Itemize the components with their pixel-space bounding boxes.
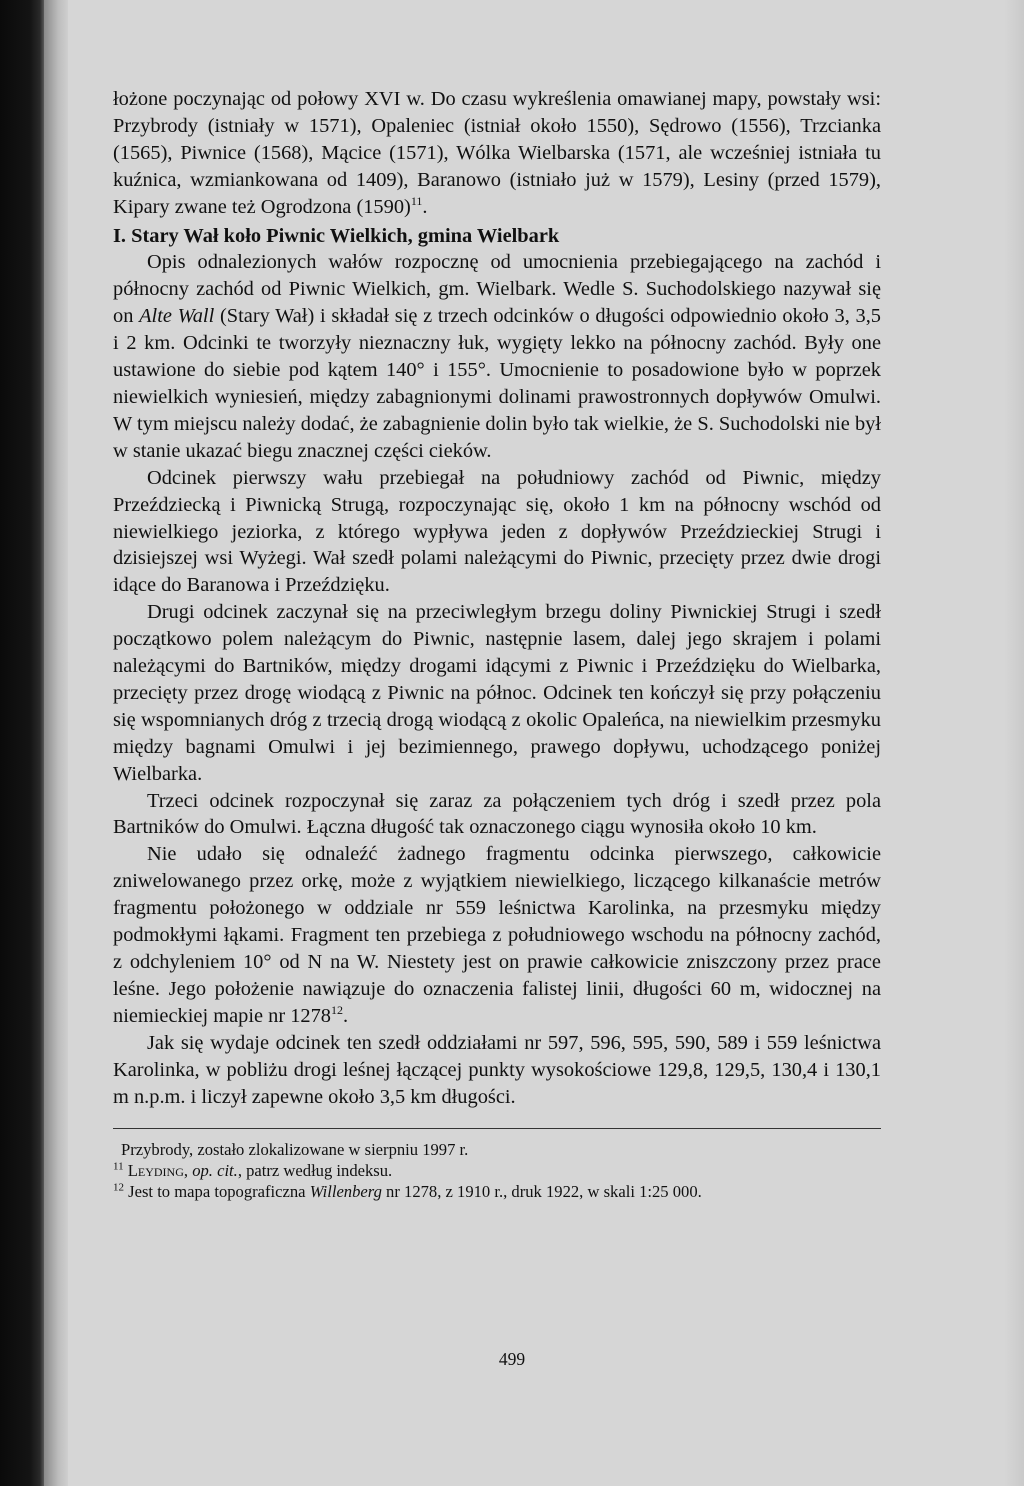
paragraph-1-text: Opis odnalezionych wałów rozpocznę od umocnienia przebiegającego na zachód i północny zachód od Piwnic Wielkich, gm. Wielbark. Wedle S. Suchodolskiego nazywał się on — [113, 251, 881, 328]
footnote-12-italic: Willenberg — [309, 1182, 382, 1202]
paragraph-5-tail: . — [343, 1004, 349, 1027]
footnote-11-text: , patrz według indeksu. — [237, 1161, 393, 1181]
right-edge-shade — [1004, 0, 1024, 1486]
paragraph-intro — [113, 86, 881, 221]
paragraph-5 — [113, 841, 881, 1029]
paragraph-1 — [113, 249, 881, 464]
paragraph-intro-text: łożone poczynając od połowy XVI w. Do czasu wykreślenia omawianej mapy, powstały wsi: Przybrody (istniały w 1571), Opaleniec (istniał około 1550), Sędrowo (1556), Trzcianka (1565), Piwnice (1568), Mącice (1571), Wólka Wielbarska (1571, ale wcześniej istniała tu kuźnica, wzmiankowana od 1409), Baranowo (istniało już w 1579), Lesiny (przed 1579), Kipary zwane też Ogrodzona (1590) — [113, 88, 881, 218]
page-body — [113, 86, 881, 1202]
footnote-11-opcit: op. cit. — [192, 1161, 238, 1181]
paragraph-2: Odcinek pierwszy wału przebiegał na południowy zachód od Piwnic, między Przeździecką i Piwnicką Strugą, rozpoczynając się, około 1 km na północny wschód od niewielkiego jeziorka, z którego wypływa jeden z dopływów Przeździeckiej Strugi i dzisiejszej wsi Wyżegi. Wał szedł polami należącymi do Piwnic, przecięty przez dwie drogi idące do Baranowa i Przeździęku. — [113, 466, 881, 597]
footnote-12-number: 12 — [113, 1181, 124, 1194]
paragraph-5-text: Nie udało się odnaleźć żadnego fragmentu odcinka pierwszego, całkowicie zniwelowanego przez orkę, może z wyjątkiem niewielkiego, liczącego kilkanaście metrów fragmentu położonego w oddziale nr 559 leśnictwa Karolinka, na przesmyku między podmokłymi łąkami. Fragment ten przebiega z południowego wschodu na północny zachód, z odchyleniem 10° od N na W. Niestety jest on prawie całkowicie zniszczony przez prace leśne. Jego położenie nawiązuje do oznaczenia falistej linii, długości 60 m, widocznej na niemieckiej mapie nr 1278 — [113, 843, 881, 1027]
page-number: 499 — [498, 1349, 526, 1369]
page-edge-shade — [44, 0, 68, 1486]
footnote-12 — [113, 1181, 881, 1202]
section-heading: I. Stary Wał koło Piwnic Wielkich, gmina Wielbark — [113, 224, 560, 247]
paragraph-intro-tail: . — [422, 195, 428, 218]
footnote-ref-11: 11 — [410, 193, 423, 208]
footnote-continuation: Przybrody, zostało zlokalizowane w sierpniu 1997 r. — [121, 1140, 469, 1160]
footnote-11-author: Leyding — [127, 1161, 184, 1181]
footnote-ref-12: 12 — [331, 1003, 343, 1018]
paragraph-6: Jak się wydaje odcinek ten szedł oddziałami nr 597, 596, 595, 590, 589 i 559 leśnictwa Karolinka, w pobliżu drogi leśnej łączącej punkty wysokościowe 129,8, 129,5, 130,4 i 130,1 m n.p.m. i liczył zapewne około 3,5 km długości. — [113, 1031, 881, 1108]
book-spine-shadow — [0, 0, 44, 1486]
paragraph-3: Drugi odcinek zaczynał się na przeciwległym brzegu doliny Piwnickiej Strugi i szedł początkowo polem należącym do Piwnic, następnie lasem, dalej jego skrajem i polami należącymi do Bartników, między drogami idącymi z Piwnic i Przeździęku do Wielbarka, przecięty przez drogę wiodącą z Piwnic na północ. Odcinek ten kończył się przy połączeniu się wspomnianych dróg z trzecią drogą wiodącą z okolic Opaleńca, na niewielkim przesmyku między bagnami Omulwi i jej bezimiennego, prawego dopływu, uchodzącego poniżej Wielbarka. — [113, 601, 881, 785]
paragraph-4: Trzeci odcinek rozpoczynał się zaraz za połączeniem tych dróg i szedł przez pola Bartników do Omulwi. Łączna długość tak oznaczonego ciągu wynosiła około 10 km. — [113, 789, 881, 839]
footnote-12-text-cont: nr 1278, z 1910 r., druk 1922, w skali 1:25 000. — [381, 1182, 702, 1202]
footnote-divider — [113, 1128, 881, 1129]
footnote-11-number: 11 — [113, 1160, 124, 1173]
footnotes — [113, 1139, 881, 1202]
footnote-12-text: Jest to mapa topograficzna — [128, 1182, 310, 1202]
paragraph-1-text-cont: (Stary Wał) i składał się z trzech odcinków o długości odpowiednio około 3, 3,5 i 2 km. Odcinki te tworzyły nieznaczny łuk, wygięty lekko na północny zachód. Były one ustawione do siebie pod kątem 140° i 155°. Umocnienie to posadowione było w poprzek niewielkich wyniesień, między zabagnionymi dolinami prawostronnych dopływów Omulwi. W tym miejscu należy dodać, że zabagnienie dolin było tak wielkie, że S. Suchodolski nie był w stanie ukazać biegu znacznej części cieków. — [113, 305, 881, 462]
paragraph-1-italic: Alte Wall — [139, 305, 215, 328]
footnote-11: $^{11}$ Leyding, op. cit., patrz według indeksu. — [113, 1160, 393, 1181]
